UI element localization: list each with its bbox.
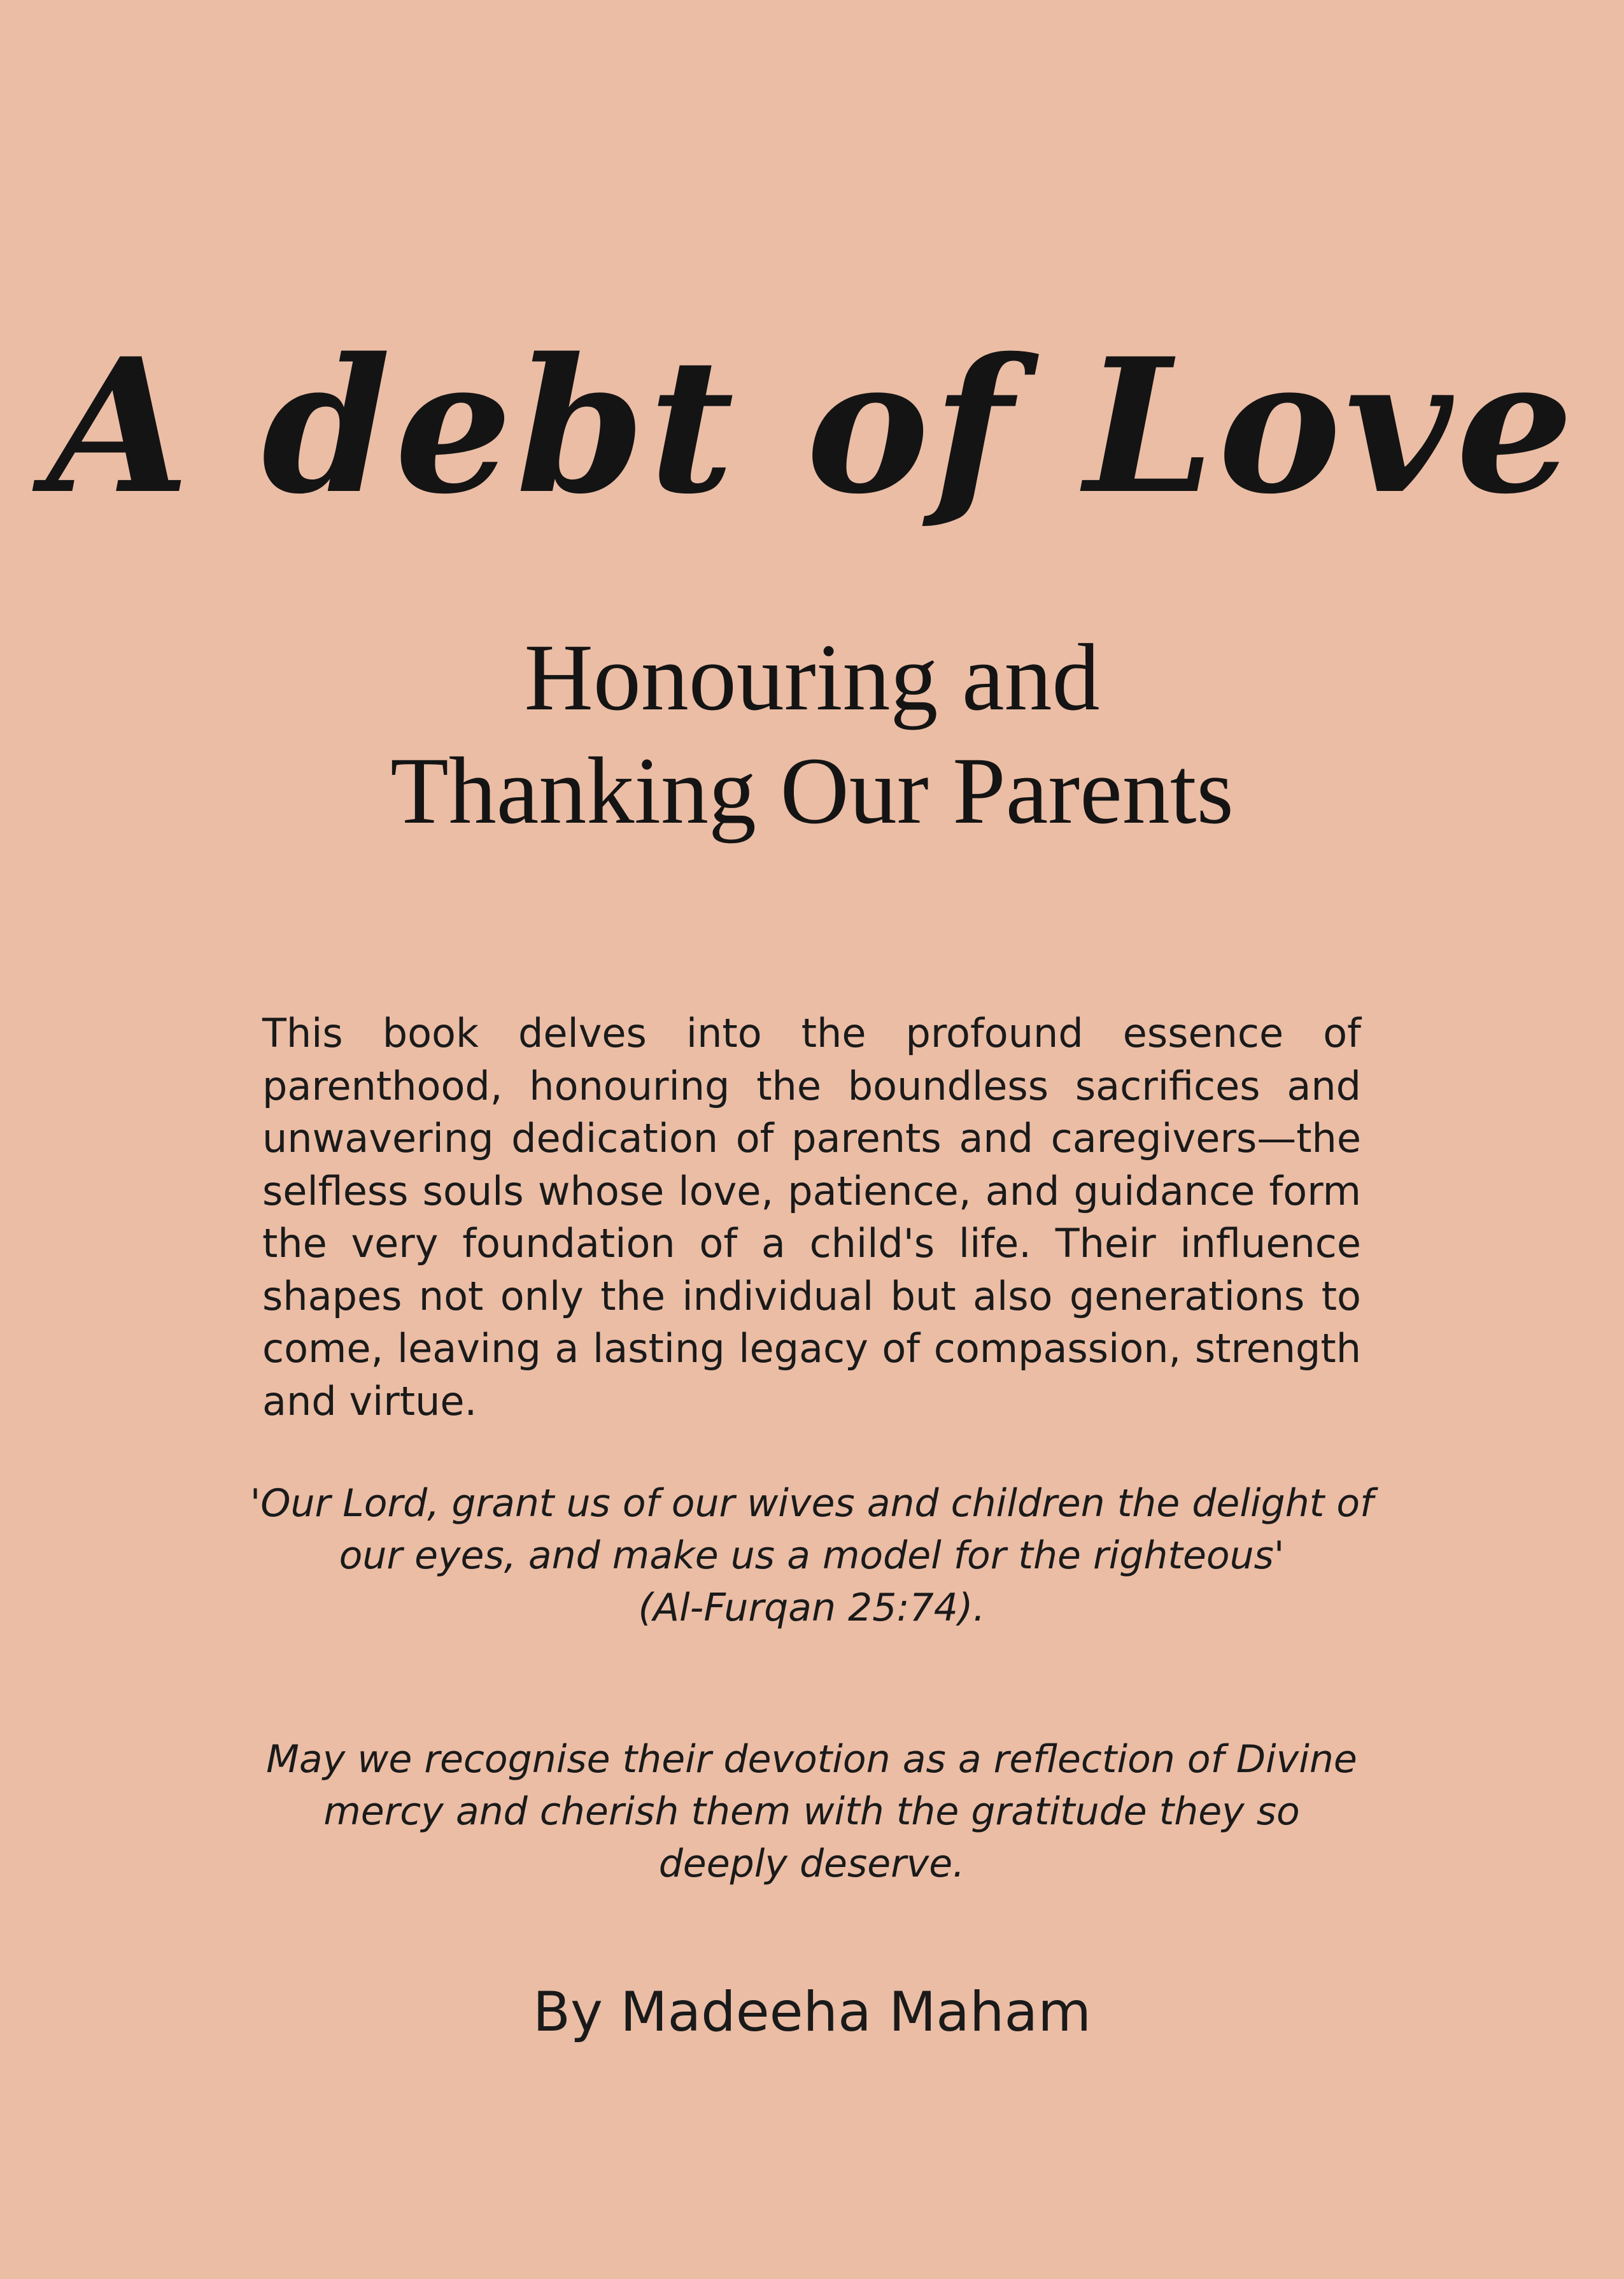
- quran-quote: [242, 1477, 1381, 1634]
- quote-reference: (Al-Furqan 25:74).: [638, 1586, 985, 1630]
- book-subtitle: [0, 621, 1624, 848]
- closing-prayer: May we recognise their devotion as a reflection of Divine mercy and cherish them with the gratitude they so deeply deserve.: [266, 1737, 1357, 1886]
- book-title: A debt of Love: [46, 318, 1578, 535]
- subtitle-line-1: Honouring and: [524, 625, 1100, 730]
- subtitle-line-2: Thanking Our Parents: [390, 738, 1234, 844]
- quote-line-2: our eyes, and make us a model for the righteous': [339, 1533, 1285, 1578]
- quote-line-1: 'Our Lord, grant us of our wives and children the delight of: [250, 1481, 1374, 1526]
- author-name: By Madeeha Maham: [533, 1980, 1091, 2044]
- book-blurb: This book delves into the profound essence of parenthood, honouring the boundless sacrifices and unwavering dedication of parents and caregivers—the selfless souls whose love, patience, and guidance form the very foundation of a child's life. Their influence shapes not only the individual but also generations to come, leaving a lasting legacy of compassion, strength and virtue.: [262, 1010, 1361, 1424]
